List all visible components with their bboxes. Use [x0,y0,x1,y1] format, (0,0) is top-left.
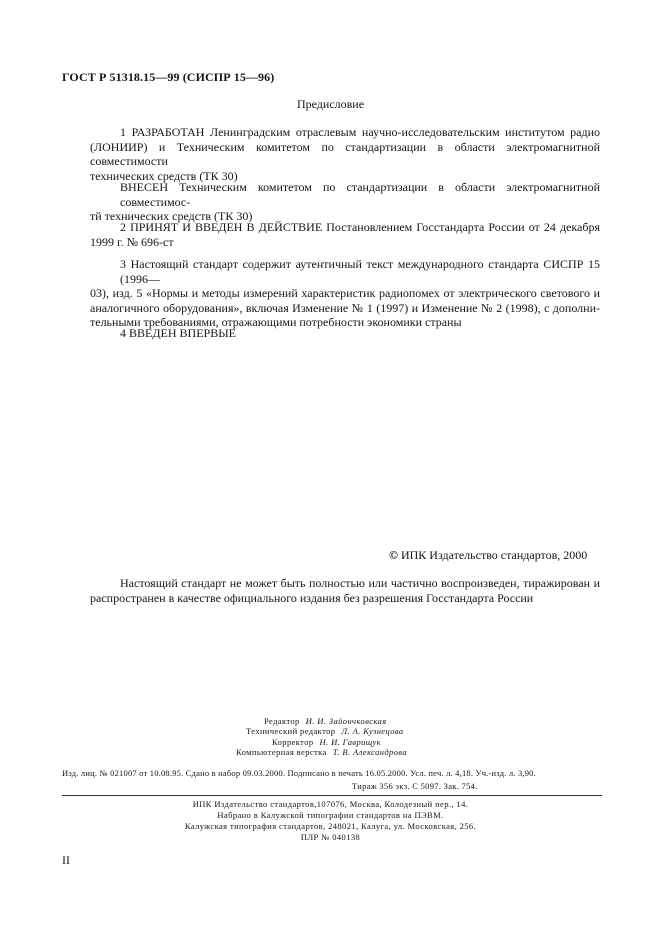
credit-row [264,716,387,726]
document-header: ГОСТ Р 51318.15—99 (СИСПР 15—96) [62,70,275,84]
credit-role: Корректор [272,737,314,747]
imprint-line: Набрано в Калужской типографии стандартов на ПЭВМ. [217,810,444,820]
notice-line: Настоящий стандарт не может быть полностью или частично воспроизведен, тиражирован и [120,576,600,590]
paragraph-line: тй технических средств (ТК 30) [90,209,253,223]
section-title: Предисловие [296,97,365,111]
paragraph-line: аналогичного оборудования», включая Изменение № 1 (1997) и Изменение № 2 (1998), с дополни- [90,300,600,315]
credit-row [246,726,404,736]
paragraph-line: 3 Настоящий стандарт содержит аутентичный текст международного стандарта СИСПР 15 (1996— [120,257,600,286]
credit-role: Компьютерная верстка [236,747,327,757]
copyright-line [389,548,587,563]
paragraph-line: 03), изд. 5 «Нормы и методы измерений характеристик радиопомех от электрического светового и [90,286,600,300]
page-number: II [62,853,70,867]
paragraph-vnesen [90,180,600,224]
paragraph-line: (ЛОНИИР) и Техническим комитетом по стандартизации в области электромагнитной совместимости [90,139,600,168]
paragraph-4: 4 ВВЕДЕН ВПЕРВЫЕ [120,326,236,340]
print-run: Тираж 356 экз. С 5097. Зак. 754. [352,781,478,791]
paragraph-1 [90,125,600,183]
paragraph-line: технических средств (ТК 30) [90,168,238,183]
copyright-icon: © [389,548,398,562]
credit-name: Н. И. Гаврищук [319,737,381,747]
paragraph-line: 2 ПРИНЯТ И ВВЕДЕН В ДЕЙСТВИЕ Постановлением Госстандарта России от 24 декабря [120,220,600,234]
paragraph-line: 1999 г. № 696-ст [90,234,174,249]
notice-line: распространен в качестве официального издания без разрешения Госстандарта России [90,591,534,605]
paragraph-3 [90,257,600,330]
paragraph-line: ВНЕСЕН Техническим комитетом по стандартизации в области электромагнитной совместимос- [120,180,600,209]
credit-role: Технический редактор [246,726,336,736]
paragraph-2 [90,220,600,249]
credit-role: Редактор [264,716,300,726]
credit-row [272,737,381,747]
imprint-line: ПЛР № 040138 [300,832,361,842]
paragraph-line: тельными требованиями, отражающими потребности экономики страны [90,315,462,329]
divider [62,795,602,796]
copyright-text: ИПК Издательство стандартов, 2000 [400,548,588,562]
imprint-line: ИПК Издательство стандартов,107076, Москва, Колодезный пер., 14. [192,799,469,809]
paragraph-line: 1 РАЗРАБОТАН Ленинградским отраслевым научно-исследовательским институтом радио [120,125,600,139]
reproduction-notice [90,576,600,606]
credit-name: Т. В. Александрова [332,747,408,757]
imprint-line: Калужская типография стандартов, 248021, Калуга, ул. Московская, 256. [184,821,477,831]
credit-name: И. И. Зайончковская [305,716,387,726]
publication-details: Изд. лиц. № 021007 от 10.08.95. Сдано в набор 09.03.2000. Подписано в печать 16.05.2000. Усл. печ. л. 4,18. Уч.-изд. л. 3,90. [62,768,536,778]
credit-row [236,747,407,757]
credit-name: Л. А. Кузнецова [341,726,404,736]
